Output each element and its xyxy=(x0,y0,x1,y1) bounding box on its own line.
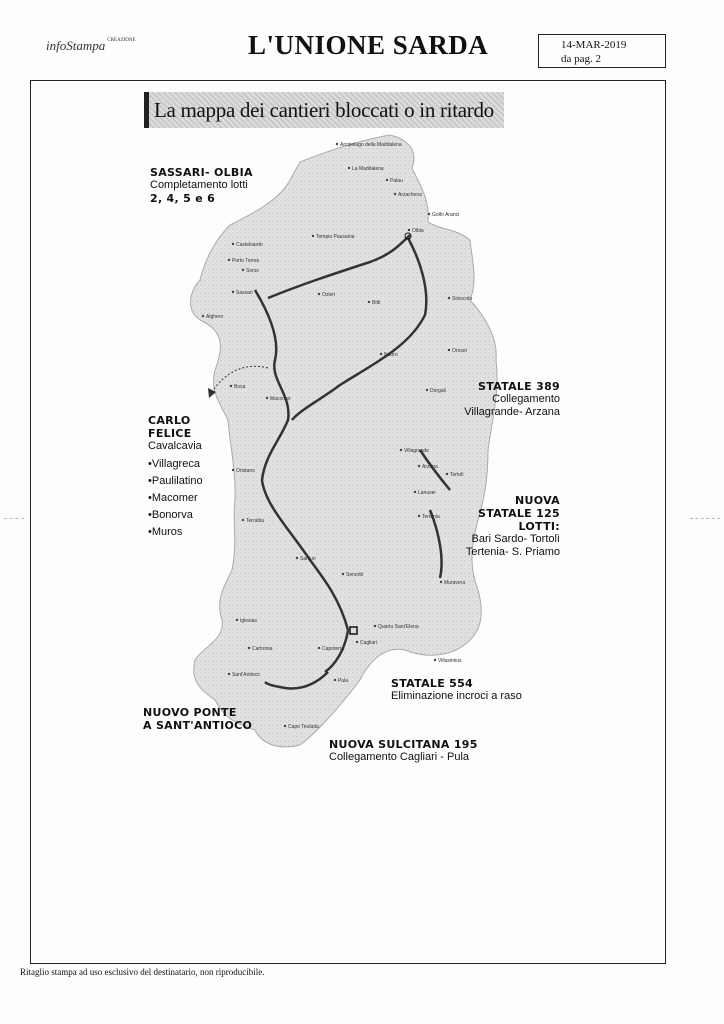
island-outline xyxy=(191,135,498,747)
statale-554-line1: Eliminazione incroci a raso xyxy=(391,690,522,702)
place-dot xyxy=(434,659,436,661)
page-ref: da pag. 2 xyxy=(561,53,602,65)
sassari-olbia-line2: 2, 4, 5 e 6 xyxy=(150,192,216,205)
place-label: Orosei xyxy=(452,348,467,354)
place-dot xyxy=(374,625,376,627)
footer-note: Ritaglio stampa ad uso esclusivo del destinatario, non riproducibile. xyxy=(20,967,265,977)
place-dot xyxy=(426,389,428,391)
place-dot xyxy=(380,353,382,355)
place-label: Quartu Sant'Elena xyxy=(378,624,419,630)
place-dot xyxy=(232,243,234,245)
place-dot xyxy=(336,143,338,145)
logo-subtext: CREAZIONE xyxy=(107,38,136,43)
sulcitana-title: NUOVA SULCITANA 195 xyxy=(329,738,478,751)
place-dot xyxy=(342,573,344,575)
label-nuova-125 xyxy=(430,494,560,559)
place-label: Tortolì xyxy=(450,472,464,478)
place-label: Bitti xyxy=(372,300,381,306)
label-ponte-santantioco xyxy=(143,706,252,732)
place-label: Alghero xyxy=(206,314,224,320)
statale-389-title: STATALE 389 xyxy=(477,380,560,393)
place-dot xyxy=(242,269,244,271)
place-label: Tertenia xyxy=(422,514,440,520)
place-label: Siniscola xyxy=(452,296,473,302)
nuova-125-title2: STATALE 125 xyxy=(477,507,560,520)
label-sulcitana xyxy=(329,738,478,764)
carlo-felice-title2: FELICE xyxy=(148,427,192,440)
place-label: Senorbì xyxy=(346,572,364,578)
place-label: Sassari xyxy=(236,290,253,296)
place-label: Lanusei xyxy=(418,490,436,496)
statale-389-line1: Collegamento xyxy=(492,393,560,405)
logo-text: infoStampa xyxy=(46,38,106,53)
place-label: Iglesias xyxy=(240,618,257,624)
masthead: L'UNIONE SARDA xyxy=(248,30,489,60)
place-label: Porto Torres xyxy=(232,258,260,264)
place-label: Arzachena xyxy=(398,192,422,198)
place-label: Muravera xyxy=(444,580,466,586)
place-dot xyxy=(242,519,244,521)
place-label: Macomer xyxy=(270,396,291,402)
place-dot xyxy=(296,557,298,559)
sassari-olbia-line1: Completamento lotti xyxy=(150,179,248,191)
place-dot xyxy=(414,491,416,493)
place-label: Arcipelago della Maddalena xyxy=(340,142,402,148)
place-dot xyxy=(418,465,420,467)
carlo-felice-title1: CARLO xyxy=(148,414,191,427)
place-dot xyxy=(318,293,320,295)
place-label: Pula xyxy=(338,678,349,684)
nuova-125-title1: NUOVA xyxy=(515,494,560,507)
place-dot xyxy=(400,449,402,451)
carlo-felice-sub: Cavalcavia xyxy=(148,440,202,452)
statale-389-line2: Villagrande- Arzana xyxy=(464,406,560,418)
date: 14-MAR-2019 xyxy=(561,39,627,51)
place-label: Sanluri xyxy=(300,556,316,562)
place-label: Ozieri xyxy=(322,292,336,298)
place-dot xyxy=(440,581,442,583)
place-dot xyxy=(448,349,450,351)
place-label: Bosa xyxy=(234,384,246,390)
place-dot xyxy=(230,385,232,387)
label-statale-554 xyxy=(391,677,522,703)
place-dot xyxy=(284,725,286,727)
place-dot xyxy=(312,235,314,237)
place-dot xyxy=(446,473,448,475)
place-label: La Maddalena xyxy=(352,166,384,172)
carlo-felice-item: •Bonorva xyxy=(148,509,193,521)
place-label: Villagrande xyxy=(404,448,429,454)
label-carlo-felice xyxy=(148,414,203,541)
place-label: Carbonia xyxy=(252,646,273,652)
place-dot xyxy=(334,679,336,681)
place-dot xyxy=(428,213,430,215)
place-dot xyxy=(202,315,204,317)
place-dot xyxy=(348,167,350,169)
place-dot xyxy=(318,647,320,649)
sassari-olbia-title: SASSARI- OLBIA xyxy=(150,166,253,179)
place-dot xyxy=(232,469,234,471)
carlo-felice-item: •Paulilatino xyxy=(148,475,203,487)
place-label: Arzana xyxy=(422,464,438,470)
place-dot xyxy=(368,301,370,303)
place-dot xyxy=(228,259,230,261)
place-dot xyxy=(448,297,450,299)
nuova-125-line1: Bari Sardo- Tortolì xyxy=(471,533,560,545)
place-label: Golfo Aranci xyxy=(432,212,460,218)
place-dot xyxy=(236,619,238,621)
place-label: Villasimius xyxy=(438,658,462,664)
place-dot xyxy=(228,673,230,675)
place-dot xyxy=(266,397,268,399)
place-label: Nuoro xyxy=(384,352,398,358)
carlo-felice-item: •Villagreca xyxy=(148,458,200,470)
place-dot xyxy=(386,179,388,181)
place-label: Tempio Pausania xyxy=(316,234,355,240)
place-label: Dorgali xyxy=(430,388,446,394)
place-label: Capoterra xyxy=(322,646,345,652)
statale-554-title: STATALE 554 xyxy=(391,677,474,690)
place-label: Olbia xyxy=(412,228,424,234)
carlo-felice-item: •Muros xyxy=(148,526,183,538)
place-label: Sorso xyxy=(246,268,260,274)
ponte-title2: A SANT'ANTIOCO xyxy=(143,719,253,732)
place-label: Sant'Antioco xyxy=(232,672,260,678)
nuova-125-title3: LOTTI: xyxy=(518,520,560,533)
label-statale-389 xyxy=(430,380,560,419)
place-label: Palau xyxy=(390,178,403,184)
place-dot xyxy=(232,291,234,293)
place-dot xyxy=(408,229,410,231)
carlo-felice-item: •Macomer xyxy=(148,492,198,504)
place-label: Oristano xyxy=(236,468,255,474)
ponte-title1: NUOVO PONTE xyxy=(143,706,237,719)
place-label: Castelsardo xyxy=(236,242,263,248)
place-dot xyxy=(248,647,250,649)
nuova-125-line2: Tertenia- S. Priamo xyxy=(465,546,560,558)
place-dot xyxy=(418,515,420,517)
sulcitana-line1: Collegamento Cagliari - Pula xyxy=(329,751,470,763)
place-dot xyxy=(394,193,396,195)
label-sassari-olbia xyxy=(150,166,253,205)
headline: La mappa dei cantieri bloccati o in ritardo xyxy=(154,98,494,122)
place-label: Capo Teulada xyxy=(288,724,319,730)
place-dot xyxy=(356,641,358,643)
place-label: Cagliari xyxy=(360,640,377,646)
place-label: Terralba xyxy=(246,518,265,524)
